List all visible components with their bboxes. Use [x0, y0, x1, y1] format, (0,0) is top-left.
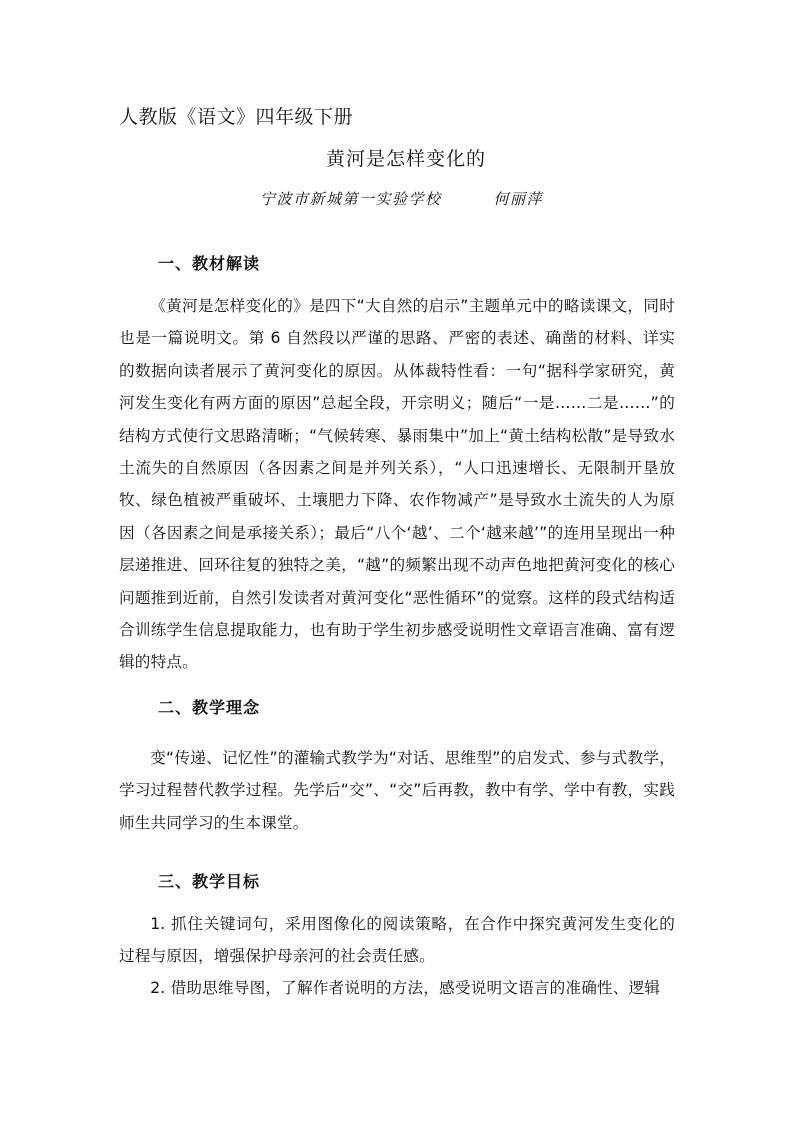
section-paragraph-1: 《黄河是怎样变化的》是四下“大自然的启示”主题单元中的略读课文，同时也是一篇说明文。第 6 自然段以严谨的思路、严密的表述、确凿的材料、详实的数据向读者展示了黄河变化的原因。从体裁特性看：一句“据科学家研究，黄河发生变化有两方面的原因”总起全段，开宗明义；随后“一是……二是……”的结构方式使行文思路清晰；“气候转寒、暴雨集中”加上“黄土结构松散”是导致水土流失的自然原因（各因素之间是并列关系），“人口迅速增长、无限制开垦放牧、绿色植被严重破坏、土壤肥力下降、农作物减产”是导致水土流失的人为原因（各因素之间是承接关系）；最后“八个‘越’、二个‘越来越’”的连用呈现出一种层递推进、回环往复的独特之美，“越”的频繁出现不动声色地把黄河变化的核心问题推到近前，自然引发读者对黄河变化“恶性循环”的觉察。这样的段式结构适合训练学生信息提取能力，也有助于学生初步感受说明性文章语言准确、富有逻辑的特点。 [119, 297, 675, 672]
author-name: 何丽萍 [493, 190, 544, 208]
section-heading-3: 三、教学目标 [158, 872, 261, 891]
author-line [260, 188, 543, 209]
section-heading-1: 一、教材解读 [158, 254, 261, 273]
series-label: 人教版《语文》四年级下册 [119, 106, 354, 128]
lesson-title: 黄河是怎样变化的 [325, 148, 486, 170]
section-paragraph-2: 变“传递、记忆性”的灌输式教学为“对话、思维型”的启发式、参与式教学，学习过程替代教学过程。先学后“交”、“交”后再教，教中有学、学中有教，实践师生共同学习的生本课堂。 [119, 749, 675, 832]
goal-item-1: 1. 抓住关键词句，采用图像化的阅读策略，在合作中探究黄河发生变化的过程与原因，增强保护母亲河的社会责任感。 [119, 915, 675, 966]
author-school: 宁波市新城第一实验学校 [260, 190, 442, 208]
section-heading-2: 二、教学理念 [158, 698, 261, 717]
goal-item-2: 2. 借助思维导图，了解作者说明的方法，感受说明文语言的准确性、逻辑 [150, 979, 661, 997]
